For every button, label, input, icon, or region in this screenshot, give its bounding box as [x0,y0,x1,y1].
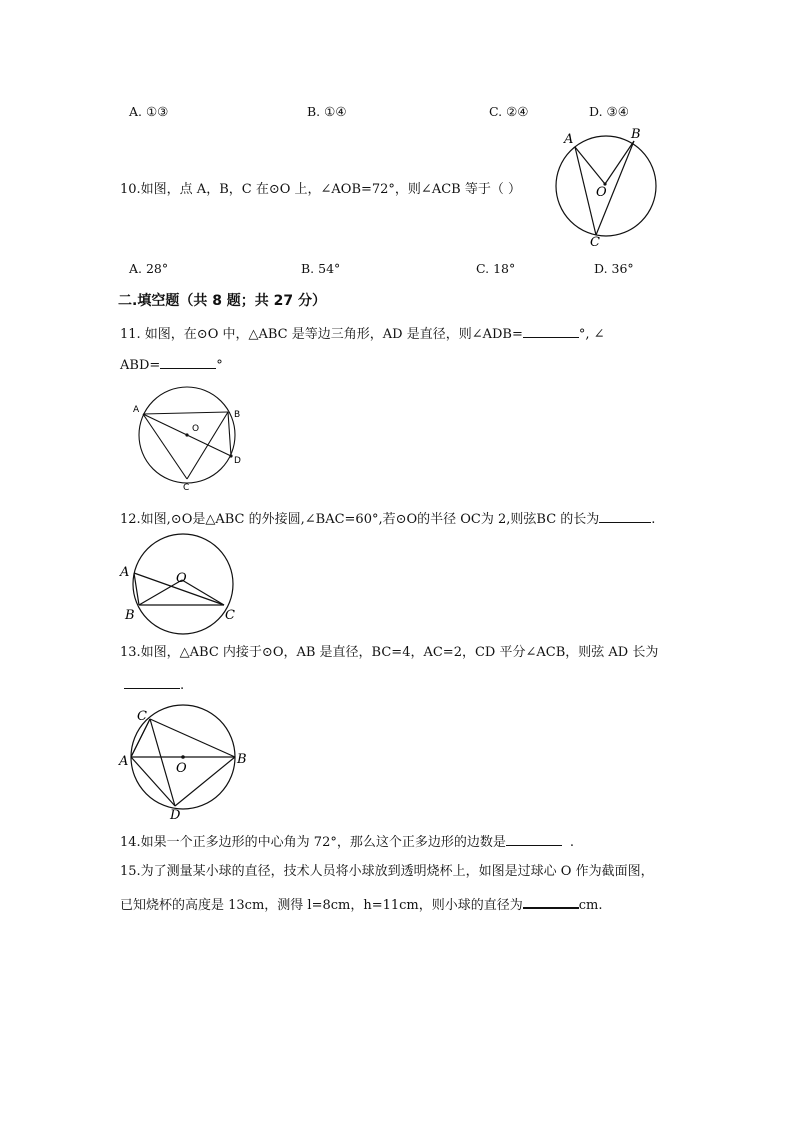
q11-line1 [120,325,605,343]
q9-option-a: A. ①③ [129,104,169,119]
q11-label-c: C [183,483,190,493]
q11-blank-adb [523,325,579,338]
q14-text: 14.如果一个正多边形的中心角为 72°，那么这个正多边形的边数是 [120,835,506,850]
q15-line2 [120,895,603,914]
q13-label-a: A [119,754,129,769]
q14-blank [506,833,562,846]
q12-label-b: B [125,608,135,623]
q11-label-o: O [192,424,200,434]
q12-label-o: O [176,571,187,586]
section-title-fill-in: 二.填空题（共 8 题；共 27 分） [118,293,327,309]
q11-line1-prefix: 11. 如图，在⊙O 中，△ABC 是等边三角形，AD 是直径，则∠ADB= [120,327,523,342]
q14-end: . [569,835,574,850]
q11-label-b: B [234,410,241,420]
q13-label-o: O [176,761,187,776]
q10-label-o: O [596,185,607,200]
q15-blank [523,895,579,909]
q15-line2-suffix: cm. [578,898,603,913]
q12-stem [120,510,655,528]
q11-figure [125,383,255,493]
q14-stem [120,833,574,851]
q12-figure [112,535,242,625]
q12-text: 12.如图,⊙O是△ABC 的外接圆,∠BAC=60°,若⊙O的半径 OC为 2,则弦BC 的长为 [120,512,600,527]
q10-option-b: B. 54° [301,261,341,276]
q13-blank [124,676,180,689]
q9-option-d: D. ③④ [589,104,629,119]
q13-answer-line [124,676,184,694]
q10-label-c: C [590,235,600,250]
q9-option-b: B. ①④ [307,104,347,119]
q15-line2-prefix: 已知烧杯的高度是 13cm，测得 l=8cm，h=11cm，则小球的直径为 [120,898,523,913]
q13-label-c: C [137,709,147,724]
q11-line2-prefix: ABD= [120,358,161,373]
q11-line1-mid: °, ∠ [578,327,605,342]
q11-blank-abd [160,356,216,369]
q13-figure [115,702,255,822]
q11-line2 [120,356,223,374]
q10-option-c: C. 18° [476,261,516,276]
q12-label-a: A [120,565,130,580]
q11-line2-suffix: ° [216,358,223,373]
q13-label-d: D [170,808,181,823]
q12-blank [599,510,651,523]
q10-option-a: A. 28° [129,261,169,276]
q9-option-c: C. ②④ [489,104,529,119]
q10-label-b: B [631,127,641,142]
q10-figure [550,125,665,250]
q12-end: . [651,512,656,527]
q10-label-a: A [564,132,574,147]
q10-stem: 10.如图，点 A，B，C 在⊙O 上，∠AOB=72°，则∠ACB 等于（ ） [120,182,521,197]
q11-label-d: D [234,456,241,466]
q11-label-a: A [133,405,140,415]
q12-label-c: C [225,608,235,623]
q13-end: . [180,678,185,693]
q13-stem: 13.如图，△ABC 内接于⊙O，AB 是直径，BC=4，AC=2，CD 平分∠ACB，则弦 AD 长为 [120,645,659,660]
q10-option-d: D. 36° [594,261,634,276]
q13-label-b: B [237,752,247,767]
q15-line1: 15.为了测量某小球的直径，技术人员将小球放到透明烧杯上，如图是过球心 O 作为截面图， [120,864,654,879]
